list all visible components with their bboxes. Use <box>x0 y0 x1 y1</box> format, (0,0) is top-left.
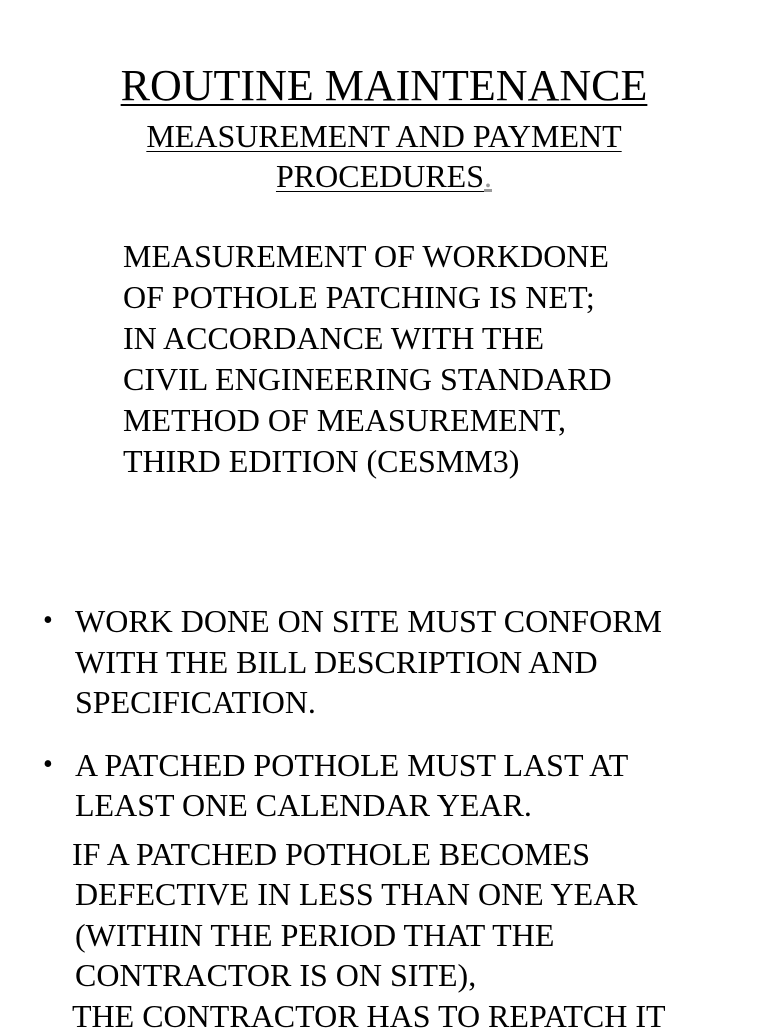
bullet-line: WITH THE BILL DESCRIPTION AND <box>75 642 768 683</box>
page-title: ROUTINE MAINTENANCE <box>0 60 768 112</box>
bullet-line: A PATCHED POTHOLE MUST LAST AT <box>75 745 768 786</box>
subtitle-line-1-text: MEASUREMENT AND PAYMENT <box>146 118 621 154</box>
continuation-line: CONTRACTOR IS ON SITE), <box>72 955 768 996</box>
continuation-line: DEFECTIVE IN LESS THAN ONE YEAR <box>72 874 768 915</box>
intro-line: MEASUREMENT OF WORKDONE <box>123 236 743 277</box>
bullet-line: WORK DONE ON SITE MUST CONFORM <box>75 601 768 642</box>
subtitle-line-2-text: PROCEDURES <box>276 158 484 194</box>
bullet-marker: • <box>43 601 53 642</box>
subtitle-line-1 <box>0 116 768 156</box>
intro-line: THIRD EDITION (CESMM3) <box>123 441 743 482</box>
bullet-item-durability <box>0 745 768 826</box>
intro-line: METHOD OF MEASUREMENT, <box>123 400 743 441</box>
bullet-item-conformance <box>0 601 768 723</box>
intro-line: IN ACCORDANCE WITH THE <box>123 318 743 359</box>
continuation-line: IF A PATCHED POTHOLE BECOMES <box>72 834 768 875</box>
bullet-marker: • <box>43 745 53 786</box>
continuation-line: (WITHIN THE PERIOD THAT THE <box>72 915 768 956</box>
bullet-list <box>0 601 768 1036</box>
subtitle-line-2 <box>0 156 768 196</box>
continuation-line: THE CONTRACTOR HAS TO REPATCH IT <box>72 996 768 1036</box>
bullet-line: SPECIFICATION. <box>75 682 768 723</box>
subtitle <box>0 116 768 196</box>
bullet-line: LEAST ONE CALENDAR YEAR. <box>75 785 768 826</box>
intro-line: CIVIL ENGINEERING STANDARD <box>123 359 743 400</box>
intro-paragraph <box>123 236 743 482</box>
continuation-paragraph <box>0 834 768 1036</box>
intro-line: OF POTHOLE PATCHING IS NET; <box>123 277 743 318</box>
subtitle-period: . <box>484 158 492 194</box>
